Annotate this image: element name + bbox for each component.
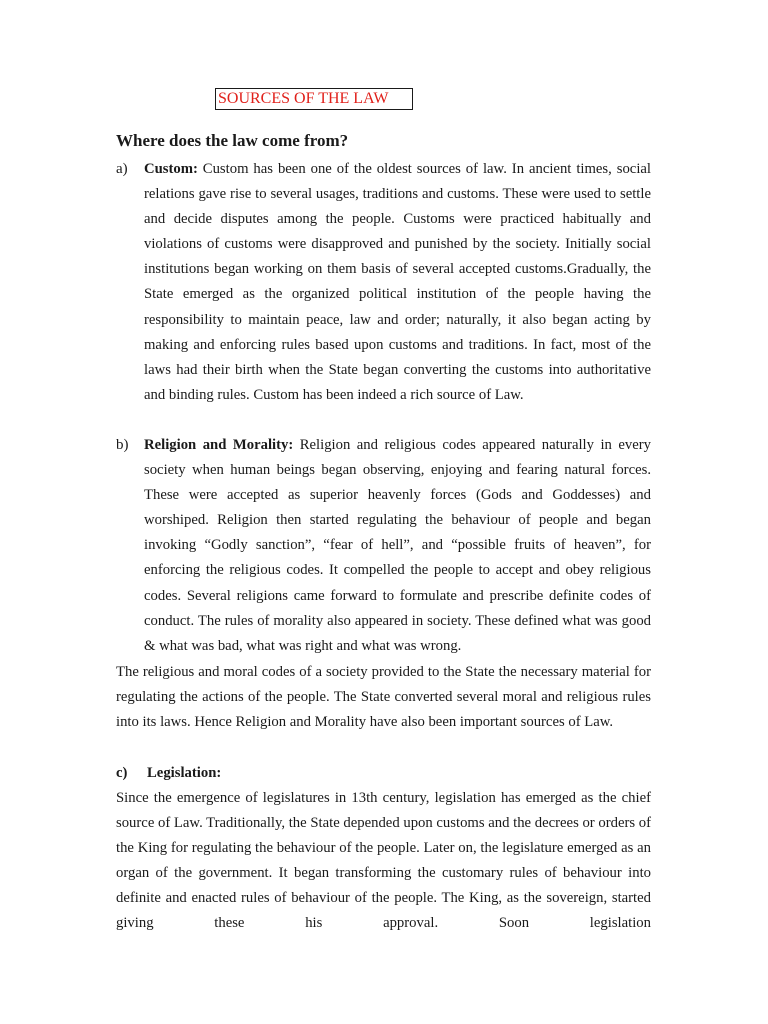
list-item-term: Custom: (144, 161, 198, 177)
legislation-heading (116, 761, 221, 786)
list-item-text: Religion and religious codes appeared naturally in every society when human beings began observing, enjoying and fearing natural forces. These were accepted as superior heavenly forces (Gods and Goddesses) and worshiped. Religion then started regulating the behaviour of people and began invoking “Godly sanction”, “fear of hell”, and “possible fruits of heaven”, for enforcing the religious codes. It compelled the people to accept and obey religious codes. Several religions came forward to formulate and prescribe definite codes of conduct. The rules of morality also appeared in society. These defined what was good & what was bad, what was right and what was wrong. (144, 437, 651, 654)
section-heading: Where does the law come from? (116, 131, 349, 150)
list-item-body (144, 433, 651, 659)
list-marker: a) (116, 161, 128, 177)
document-title: SOURCES OF THE LAW (215, 88, 413, 110)
religion-morality-paragraph: The religious and moral codes of a society provided to the State the necessary material for regulating the actions of the people. The State converted several moral and religious rules into its laws. Hence Religion and Morality have also been important sources of Law. (116, 664, 651, 731)
legislation-label: Legislation: (147, 765, 222, 781)
list-item-term: Religion and Morality: (144, 437, 294, 453)
legislation-paragraph: Since the emergence of legislatures in 13th century, legislation has emerged as the chief source of Law. Traditionally, the State depended upon customs and the decrees or orders of the King for regulating the behaviour of the people. Later on, the legislature emerged as an organ of the government. It began transforming the customary rules of behaviour into definite and enacted rules of behaviour of the people. The King, as the sovereign, started giving these his approval. Soon legislation (116, 790, 651, 932)
list-marker: c) (116, 765, 128, 781)
list-marker: b) (116, 437, 129, 453)
list-item-body (144, 157, 651, 408)
list-item-text: Custom has been one of the oldest sources of law. In ancient times, social relations gave rise to several usages, traditions and customs. These were used to settle and decide disputes among the people. Customs were practiced habitually and violations of customs were disapproved and punished by the society. Initially social institutions began working on them basis of several accepted customs.Gradually, the State emerged as the organized political institution of the people having the responsibility to maintain peace, law and order; naturally, it also began acting by making and enforcing rules based upon customs and traditions. In fact, most of the laws had their birth when the State began converting the customs into authoritative and binding rules. Custom has been indeed a rich source of Law. (144, 161, 651, 403)
